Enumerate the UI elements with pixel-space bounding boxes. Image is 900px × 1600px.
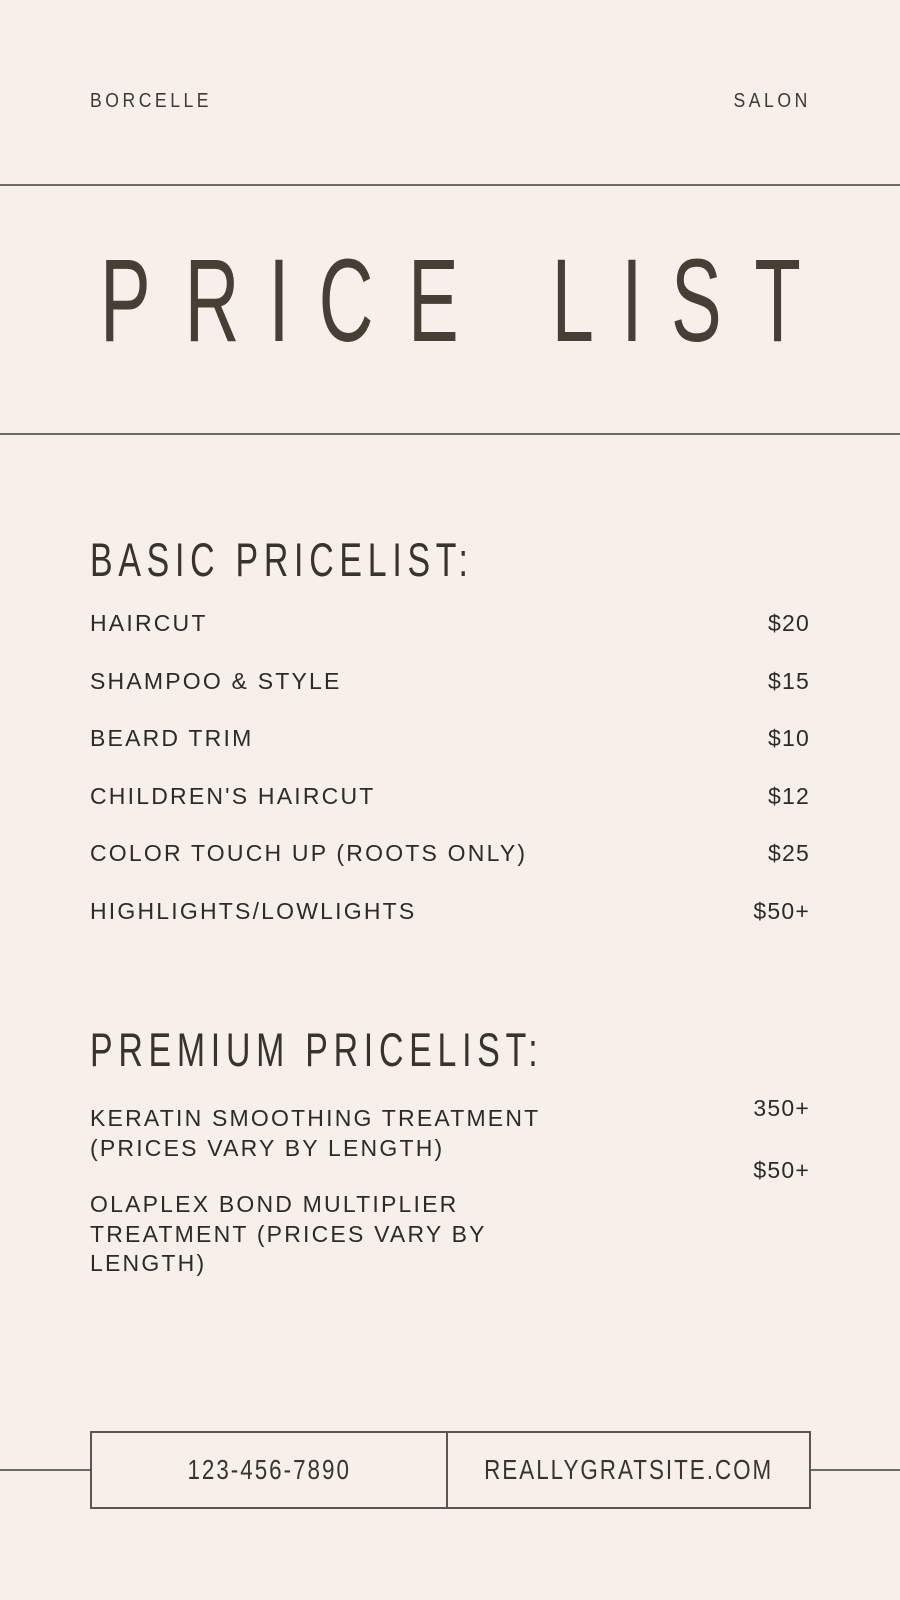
brand-tagline: SALON (733, 90, 811, 112)
service-price: $20 (768, 610, 810, 636)
service-label: COLOR TOUCH UP (ROOTS ONLY) (90, 840, 528, 866)
premium-pricelist-heading: PREMIUM PRICELIST: (90, 1023, 544, 1076)
service-label: BEARD TRIM (90, 725, 254, 751)
price-row (90, 840, 810, 867)
title-letter: E (407, 234, 459, 368)
service-label (90, 1104, 540, 1163)
service-label-line: KERATIN SMOOTHING TREATMENT (90, 1105, 541, 1131)
service-price: $50+ (753, 1157, 810, 1183)
brand-name: BORCELLE (90, 90, 213, 112)
phone-cell (92, 1433, 446, 1507)
service-label: SHAMPOO & STYLE (90, 667, 342, 694)
page-title (92, 234, 808, 368)
service-label (90, 1190, 487, 1279)
service-price: $25 (768, 840, 810, 866)
price-row (90, 783, 810, 810)
phone-number: 123-456-7890 (187, 1454, 351, 1485)
website-url: REALLYGRATSITE.COM (483, 1454, 773, 1485)
title-letter: L (551, 234, 594, 368)
price-row (90, 610, 810, 637)
basic-pricelist-heading: BASIC PRICELIST: (90, 533, 474, 586)
website-cell (446, 1433, 809, 1507)
price-row (90, 898, 810, 925)
title-letter: R (184, 234, 240, 368)
contact-box (90, 1431, 811, 1509)
service-price: $10 (768, 725, 810, 751)
title-bottom-divider (0, 433, 900, 435)
service-label-line: TREATMENT (PRICES VARY BY (90, 1220, 487, 1247)
title-letter: P (100, 234, 151, 368)
title-letter: I (268, 234, 290, 368)
service-price: $50+ (753, 897, 810, 924)
service-price: 350+ (753, 1095, 810, 1121)
title-letter: S (670, 234, 722, 368)
service-label-line: (PRICES VARY BY LENGTH) (90, 1134, 445, 1161)
service-label: HAIRCUT (90, 610, 208, 636)
service-label: HIGHLIGHTS/LOWLIGHTS (90, 897, 417, 924)
price-row (90, 725, 810, 752)
service-price: $15 (768, 667, 810, 694)
title-letter: C (319, 234, 374, 368)
service-label-line: OLAPLEX BOND MULTIPLIER (90, 1191, 459, 1217)
basic-pricelist (90, 610, 810, 925)
title-letter: I (621, 234, 643, 368)
service-label-line: LENGTH) (90, 1250, 207, 1276)
title-letter: T (754, 234, 801, 368)
service-price: $12 (768, 782, 810, 809)
service-label: CHILDREN'S HAIRCUT (90, 782, 376, 809)
price-row (90, 668, 810, 695)
top-divider (0, 184, 900, 186)
